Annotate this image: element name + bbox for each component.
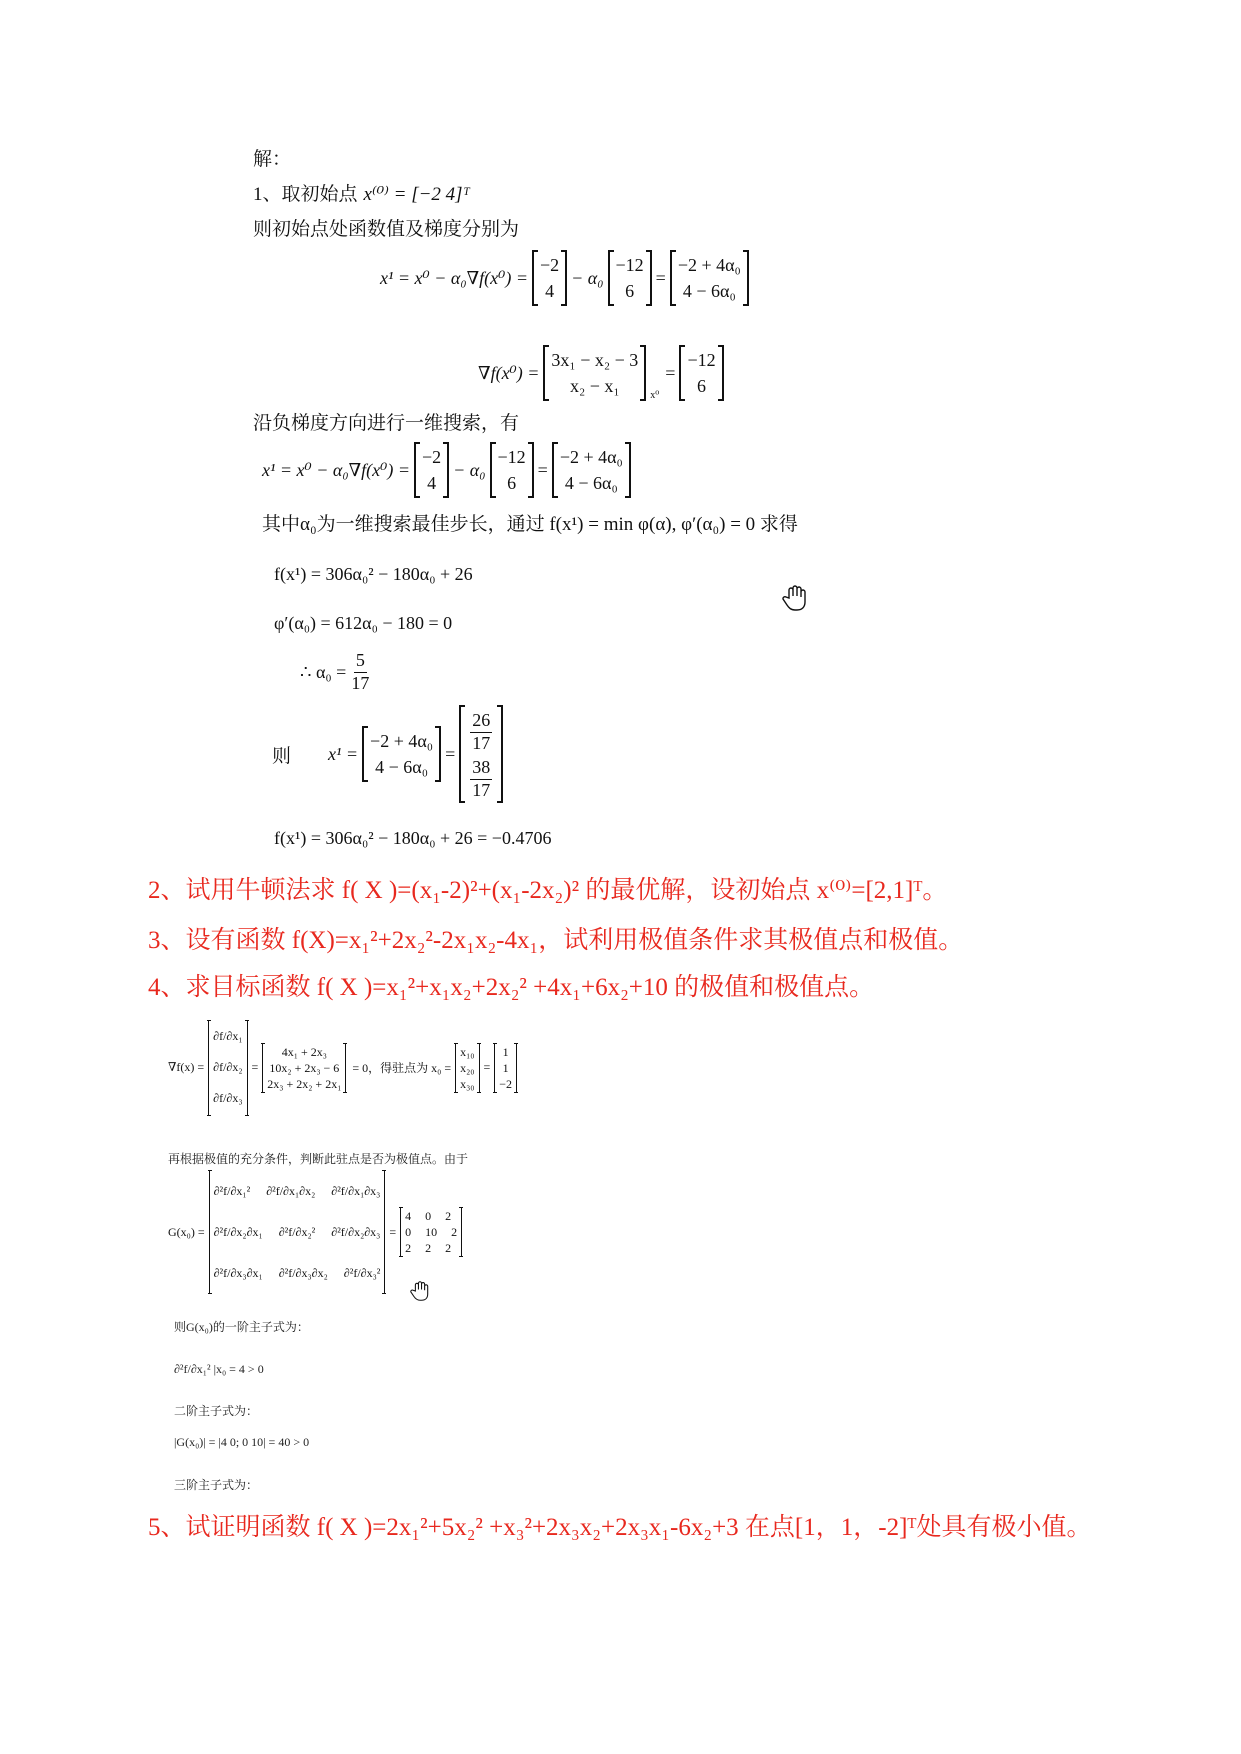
matrix-cell: 2 — [445, 1241, 452, 1256]
third-minor-text: 三阶主子式为： — [174, 1478, 259, 1492]
fraction-denominator: 17 — [351, 672, 370, 693]
matrix-cell: 6 — [697, 376, 707, 397]
matrix-cell: −2 — [422, 447, 442, 467]
matrix-cell: 4 — [427, 473, 437, 494]
matrix-cell: 10x₂ + 2x₃ − 6 — [269, 1060, 340, 1075]
alpha-fraction — [349, 650, 371, 694]
x1-vector — [670, 250, 749, 306]
fraction-denominator: 17 — [472, 732, 491, 753]
matrix-row — [214, 1212, 381, 1253]
step1-label: 1、取初始点 — [253, 184, 358, 205]
alpha0-term: − α₀ — [571, 267, 604, 288]
stationary-text: = 0，得驻点为 x₀ = — [352, 1061, 452, 1076]
matrix-cell: ∂²f/∂x₃∂x₁ — [213, 1265, 263, 1280]
grad-lhs-small: ∇f(x) = — [168, 1060, 205, 1075]
matrix-cell: ∂²f/∂x₃∂x₂ — [278, 1265, 328, 1280]
x1-lhs: x¹ = x⁰ − α₀∇f(x⁰) = — [380, 267, 528, 288]
f-final-equation: f(x¹) = 306α₀² − 180α₀ + 26 = −0.4706 — [274, 828, 552, 848]
matrix-cell: 2 — [405, 1241, 412, 1256]
matrix-cell: ∂²f/∂x₁∂x₃ — [331, 1184, 381, 1198]
matrix-row — [214, 1171, 381, 1212]
grad-expr-vector — [543, 345, 646, 401]
x1-vector — [552, 442, 631, 498]
matrix-cell: 6 — [625, 281, 635, 302]
matrix-cell: ∂f/∂x₃ — [213, 1091, 243, 1106]
hessian-values — [400, 1207, 462, 1258]
matrix-cell: 2 — [451, 1225, 458, 1240]
question-3: 3、设有函数 f(X)=x₁²+2x₂²-2x₁x₂-4x₁，试利用极值条件求其极值点和极值。 — [148, 927, 964, 954]
hand-cursor-icon — [410, 1280, 430, 1302]
matrix-row — [405, 1240, 457, 1256]
matrix-cell: ∂²f/∂x₃² — [343, 1265, 381, 1280]
grad-expr-vector-small — [262, 1043, 346, 1094]
question-4: 4、求目标函数 f( X )=x₁²+x₁x₂+2x₂² +4x₁+6x₂+10 的极值和极值点。 — [148, 974, 875, 1001]
matrix-cell: 2 — [445, 1208, 452, 1223]
matrix-cell: 10 — [425, 1225, 438, 1240]
first-minor-text: 则G(x₀)的一阶主子式为： — [174, 1320, 309, 1334]
sufficient-text: 再根据极值的充分条件，判断此驻点是否为极值点。由于 — [168, 1152, 469, 1166]
intro-text: 则初始点处函数值及梯度分别为 — [253, 219, 520, 240]
matrix-cell: 4x₁ + 2x₃ — [281, 1044, 327, 1059]
question-2: 2、试用牛顿法求 f( X )=(x₁-2)²+(x₁-2x₂)² 的最优解，设初始点 x⁽⁰⁾=[2,1]ᵀ。 — [148, 877, 948, 904]
matrix-cell: x₂₀ — [460, 1060, 475, 1075]
grad-value-vector — [679, 345, 723, 401]
matrix-cell: −2 + 4α₀ — [677, 255, 741, 275]
second-minor-eq: |G(x₀)| = |4 0; 0 10| = 40 > 0 — [174, 1435, 310, 1449]
matrix-cell: −2 — [540, 255, 560, 275]
step1-point: x⁽⁰⁾ = [−2 4]ᵀ — [363, 184, 470, 205]
first-minor-eq: ∂²f/∂x₁² |x₀ = 4 > 0 — [174, 1362, 264, 1376]
gradient-block: ∇f(x) = ∂f/∂x₁ ∂f/∂x₂ ∂f/∂x₃ = 4x₁ + 2x₃ 10x₂ + 2x₃ − 6 2x₃ + 2x₂ + 2x₁ = 0，得驻点为 x₀ = x₁₀ x₂₀ x₃₀ = 1 1 −2 — [168, 1020, 521, 1116]
x0-vector — [414, 442, 449, 498]
matrix-cell: 4 − 6α₀ — [564, 473, 618, 494]
matrix-cell: 3x₁ − x₂ − 3 — [551, 350, 639, 370]
matrix-cell: 0 — [405, 1225, 412, 1240]
matrix-cell: 1 — [502, 1044, 509, 1059]
gradient-equation: ∇f(x⁰) = 3x₁ − x₂ − 3 x₂ − x₁ $_{x^0}$ = −12 6 — [478, 345, 728, 401]
matrix-cell: x₃₀ — [460, 1076, 475, 1091]
matrix-cell: −12 — [497, 447, 526, 467]
second-minor-text: 二阶主子式为： — [174, 1404, 259, 1418]
matrix-cell: −2 + 4α₀ — [559, 447, 623, 467]
matrix-cell: x₂ − x₁ — [570, 376, 620, 397]
grad-vector — [608, 250, 652, 306]
matrix-cell: 4 − 6α₀ — [375, 757, 428, 778]
x0-components-vector — [455, 1043, 479, 1094]
x1-equation-repeat: x¹ = x⁰ − α₀∇f(x⁰) = −2 4 − α₀ −12 6 = −2 + 4α₀ 4 − 6α₀ — [262, 442, 635, 498]
matrix-cell: 6 — [507, 473, 517, 494]
matrix-cell: ∂²f/∂x₂² — [278, 1224, 316, 1239]
solution-heading: 解： — [253, 149, 292, 170]
step1-line — [253, 185, 470, 204]
matrix-cell: −2 — [499, 1076, 513, 1091]
matrix-cell — [467, 754, 495, 801]
question-5: 5、试证明函数 f( X )=2x₁²+5x₂² +x₃²+2x₃x₂+2x₃x₁-6x₂+3 在点[1，1，-2]ᵀ处具有极小值。 — [148, 1514, 1092, 1541]
matrix-cell: 4 − 6α₀ — [682, 281, 736, 302]
x0-vector — [532, 250, 567, 306]
x1-eq-lhs: x¹ = — [328, 743, 359, 764]
matrix-cell: ∂²f/∂x₂∂x₁ — [213, 1224, 263, 1239]
matrix-cell: 2 — [425, 1241, 432, 1256]
hessian-symbolic — [209, 1170, 386, 1294]
fraction-numerator: 38 — [470, 757, 492, 780]
hessian-lhs: G(x₀) = — [168, 1224, 205, 1239]
x1-vector — [362, 726, 441, 782]
matrix-cell: 4 — [545, 281, 555, 302]
alpha-result — [300, 650, 374, 694]
x0-values-vector — [494, 1043, 517, 1094]
fraction-numerator: 26 — [470, 710, 492, 733]
phi-equation: φ′(α₀) = 612α₀ − 180 = 0 — [274, 613, 453, 633]
matrix-cell: ∂f/∂x₂ — [213, 1060, 243, 1075]
grad-lhs: ∇f(x⁰) = — [478, 362, 540, 383]
alpha0-term: − α₀ — [453, 459, 486, 480]
matrix-cell: −2 + 4α₀ — [370, 731, 434, 752]
matrix-cell: 4 — [405, 1208, 412, 1223]
x1-final-equation: x¹ = −2 + 4α₀ 4 − 6α₀ = $\frac{26}{17}$ $\frac{38}{17}$ — [328, 705, 507, 803]
then-label: 则 — [272, 746, 292, 767]
search-text: 沿负梯度方向进行一维搜索，有 — [253, 413, 520, 434]
matrix-cell: ∂²f/∂x₁² — [213, 1184, 251, 1198]
matrix-cell: 2x₃ + 2x₂ + 2x₁ — [267, 1076, 342, 1091]
alpha-text: 其中α₀为一维搜索最佳步长，通过 f(x¹) = min φ(α), φ′(α₀) = 0 求得 — [262, 514, 798, 535]
grad-subscript: x⁰ — [650, 390, 660, 402]
hand-cursor-icon — [782, 584, 808, 612]
matrix-cell: −12 — [615, 255, 644, 275]
therefore-label: ∴ α₀ = — [300, 661, 347, 682]
f-x1-equation: f(x¹) = 306α₀² − 180α₀ + 26 — [274, 564, 473, 584]
matrix-cell — [467, 707, 495, 754]
grad-vector — [490, 442, 534, 498]
matrix-cell: 0 — [425, 1208, 432, 1223]
matrix-row — [405, 1208, 457, 1224]
partials-vector — [208, 1020, 247, 1116]
matrix-row — [214, 1253, 381, 1294]
fraction-denominator: 17 — [472, 779, 491, 800]
x1-lhs: x¹ = x⁰ − α₀∇f(x⁰) = — [262, 459, 410, 480]
matrix-cell: ∂²f/∂x₁∂x₂ — [266, 1184, 316, 1198]
matrix-cell: ∂²f/∂x₂∂x₃ — [331, 1224, 381, 1239]
matrix-row — [405, 1224, 457, 1240]
x1-equation: x¹ = x⁰ − α₀∇f(x⁰) = −2 4 − α₀ −12 6 = −2 + 4α₀ 4 − 6α₀ — [380, 250, 753, 306]
hessian-block: G(x₀) = ∂²f/∂x₁² ∂²f/∂x₁∂x₂ ∂²f/∂x₁∂x₃ ∂²f/∂x₂∂x₁ ∂²f/∂x₂² ∂²f/∂x₂∂x₃ ∂²f/∂x₃∂x₁ ∂²f/∂x₃∂x₂ ∂²f/∂x₃² = 4 0 2 0 10 2 2 2 2 — [168, 1170, 466, 1294]
matrix-cell: 1 — [502, 1060, 509, 1075]
fraction-numerator: 5 — [354, 650, 367, 673]
matrix-cell: x₁₀ — [460, 1044, 475, 1059]
matrix-cell: −12 — [687, 350, 716, 370]
matrix-cell: ∂f/∂x₁ — [213, 1029, 243, 1043]
x1-final-vector — [459, 705, 503, 803]
